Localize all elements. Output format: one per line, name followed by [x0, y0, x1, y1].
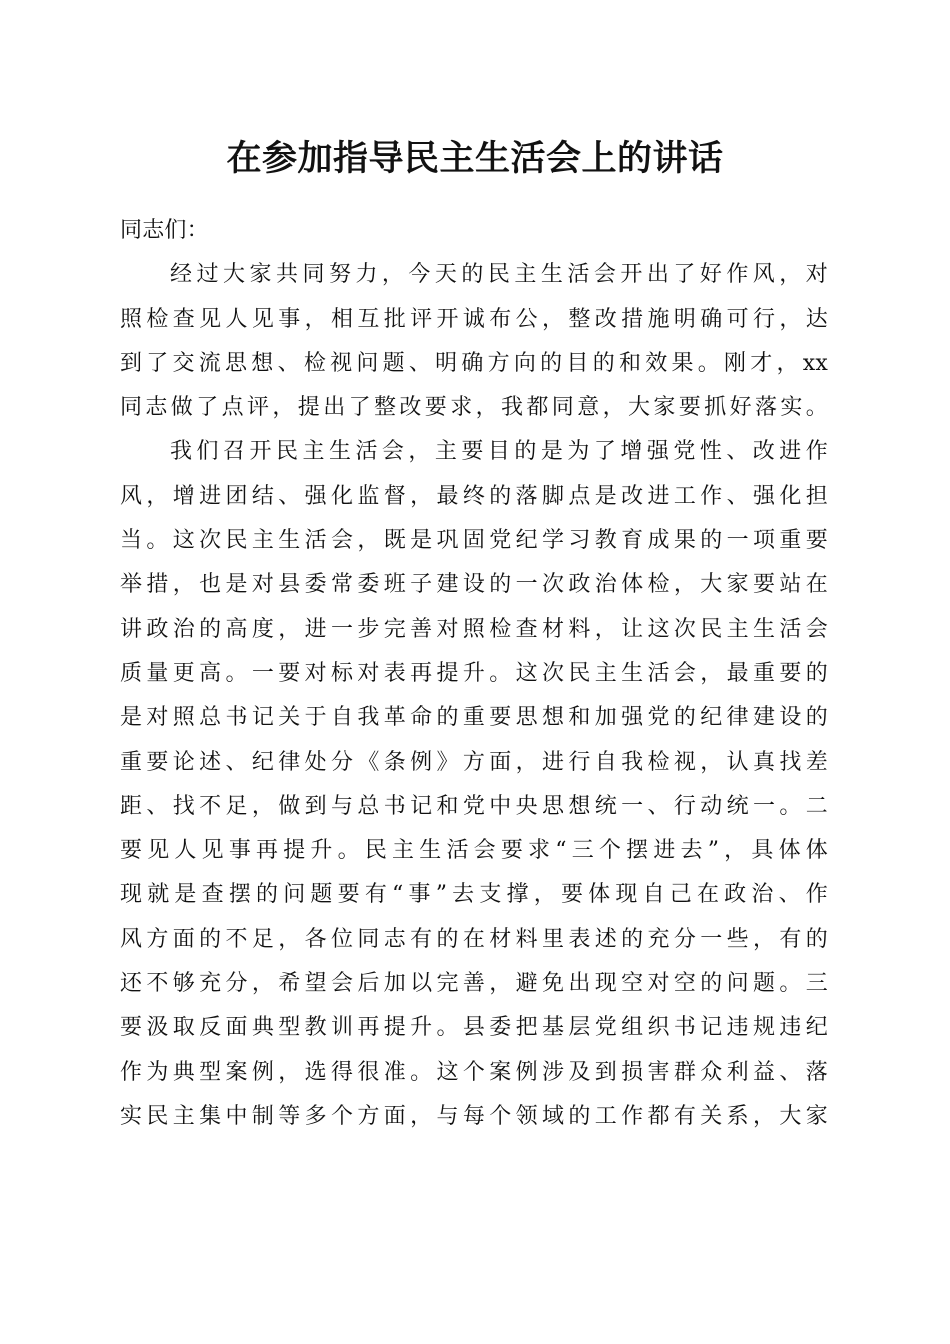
paragraph-1-line-2: 照检查见人见事，相互批评开诚布公，整改措施明确可行，达: [120, 306, 828, 332]
paragraph-2-line-15: 作为典型案例，选得很准。这个案例涉及到损害群众利益、落: [120, 1059, 828, 1085]
paragraph-2-line-13: 还不够充分，希望会后加以完善，避免出现空对空的问题。三: [120, 971, 828, 997]
paragraph-2-line-3: 当。这次民主生活会，既是巩固党纪学习教育成果的一项重要: [120, 528, 828, 554]
paragraph-2-line-14: 要汲取反面典型教训再提升。县委把基层党组织书记违规违纪: [120, 1015, 828, 1041]
paragraph-2-line-1: 我们召开民主生活会，主要目的是为了增强党性、改进作: [170, 439, 828, 465]
document-body: [120, 209, 828, 1139]
paragraph-2-line-4: 举措，也是对县委常委班子建设的一次政治体检，大家要站在: [120, 572, 828, 598]
paragraph-2-line-2: 风，增进团结、强化监督，最终的落脚点是改进工作、强化担: [120, 483, 828, 509]
paragraph-1-line-4: 同志做了点评，提出了整改要求，我都同意，大家要抓好落实。: [120, 395, 828, 421]
salutation: 同志们：: [120, 218, 209, 243]
paragraph-2-line-5: 讲政治的高度，进一步完善对照检查材料，让这次民主生活会: [120, 616, 828, 642]
paragraph-1-line-1: 经过大家共同努力，今天的民主生活会开出了好作风，对: [170, 262, 828, 288]
paragraph-1-line-3: 到了交流思想、检视问题、明确方向的目的和效果。刚才，xx: [120, 350, 828, 376]
paragraph-2-line-7: 是对照总书记关于自我革命的重要思想和加强党的纪律建设的: [120, 705, 828, 731]
paragraph-2-line-9: 距、找不足，做到与总书记和党中央思想统一、行动统一。二: [120, 793, 828, 819]
paragraph-2-line-12: 风方面的不足，各位同志有的在材料里表述的充分一些，有的: [120, 926, 828, 952]
paragraph-2-line-6: 质量更高。一要对标对表再提升。这次民主生活会，最重要的: [120, 660, 828, 686]
paragraph-2-line-11: 现就是查摆的问题要有“事”去支撑，要体现自己在政治、作: [120, 882, 828, 908]
document-title: 在参加指导民主生活会上的讲话: [226, 138, 724, 179]
paragraph-2-line-16: 实民主集中制等多个方面，与每个领域的工作都有关系，大家: [120, 1103, 828, 1129]
paragraph-2-line-10: 要见人见事再提升。民主生活会要求“三个摆进去”，具体体: [120, 838, 828, 864]
paragraph-2-line-8: 重要论述、纪律处分《条例》方面，进行自我检视，认真找差: [120, 749, 828, 775]
